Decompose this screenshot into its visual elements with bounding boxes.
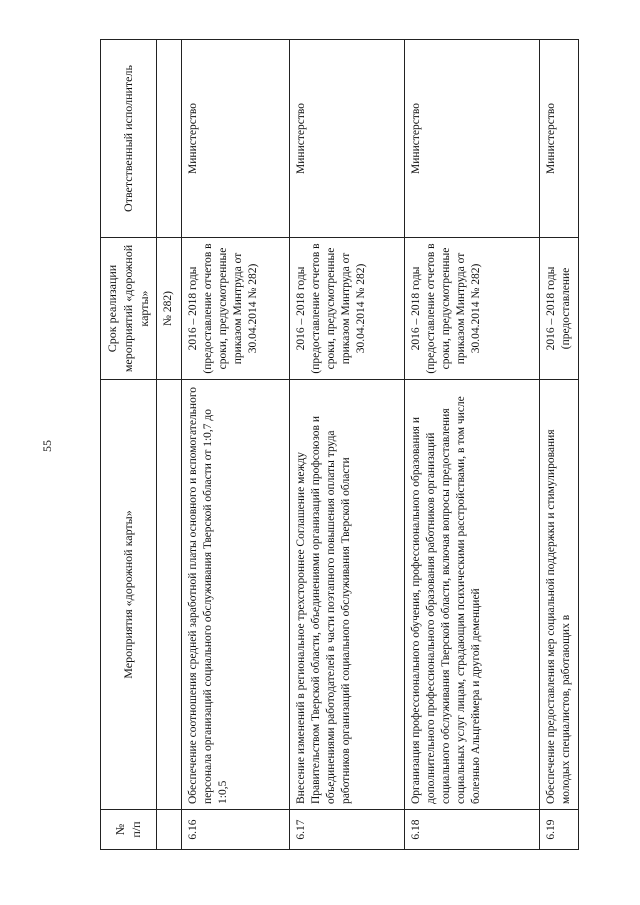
- table-row: [404, 40, 539, 850]
- roadmap-table: [100, 39, 579, 850]
- row-term: 2016 – 2018 годы (предоставление отчетов в сроки, предусмотренные приказом Минтруда от 30.04.2014 № 282): [404, 238, 539, 380]
- header-num: № п/п: [101, 810, 157, 850]
- table-header-row: [101, 40, 157, 850]
- table-row: [181, 40, 289, 850]
- row-num: 6.17: [289, 810, 404, 850]
- row-executor: Министерство: [181, 40, 289, 238]
- row-activity: Обеспечение соотношения средней заработной платы основного и вспомогательного персонала организаций социального обслуживания Тверской области от 1:0,7 до 1:0,5: [181, 380, 289, 810]
- row-executor: Министерство: [404, 40, 539, 238]
- table-row: [289, 40, 404, 850]
- cont-activity: [157, 380, 181, 810]
- header-executor: Ответственный исполнитель: [101, 40, 157, 238]
- cont-num: [157, 810, 181, 850]
- cont-executor: [157, 40, 181, 238]
- row-activity: Обеспечение предоставления мер социальной поддержки и стимулирования молодых специалистов, работающих в: [539, 380, 578, 810]
- row-term: 2016 – 2018 годы (предоставление отчетов в сроки, предусмотренные приказом Минтруда от 30.04.2014 № 282): [289, 238, 404, 380]
- continuation-row: [157, 40, 181, 850]
- row-num: 6.19: [539, 810, 578, 850]
- page-number: 55: [40, 440, 54, 452]
- cont-term: № 282): [157, 238, 181, 380]
- row-activity: Внесение изменений в региональное трехстороннее Соглашение между Правительством Тверской области, объединениями организаций профсоюзов и объединениями работодателей в части поэтапного повышения оплаты труда работников организаций социального обслуживания Тверской области: [289, 380, 404, 810]
- row-term: 2016 – 2018 годы (предоставление отчетов в сроки, предусмотренные приказом Минтруда от 30.04.2014 № 282): [181, 238, 289, 380]
- row-executor: Министерство: [289, 40, 404, 238]
- row-num: 6.18: [404, 810, 539, 850]
- row-executor: Министерство: [539, 40, 578, 238]
- row-term: 2016 – 2018 годы (предоставление: [539, 238, 578, 380]
- header-term: Срок реализации мероприятий «дорожной карты»: [101, 238, 157, 380]
- row-num: 6.16: [181, 810, 289, 850]
- row-activity: Организация профессионального обучения, профессионального образования и дополнительного профессионального образования работников организаций социального обслуживания Тверской области, включая вопросы предоставления социальных услуг лицам, страдающим психическими расстройствами, в том числе болезнью Альцгеймера и другой деменцией: [404, 380, 539, 810]
- header-activity: Мероприятия «дорожной карты»: [101, 380, 157, 810]
- table-row: [539, 40, 578, 850]
- rotated-table-container: [100, 40, 572, 850]
